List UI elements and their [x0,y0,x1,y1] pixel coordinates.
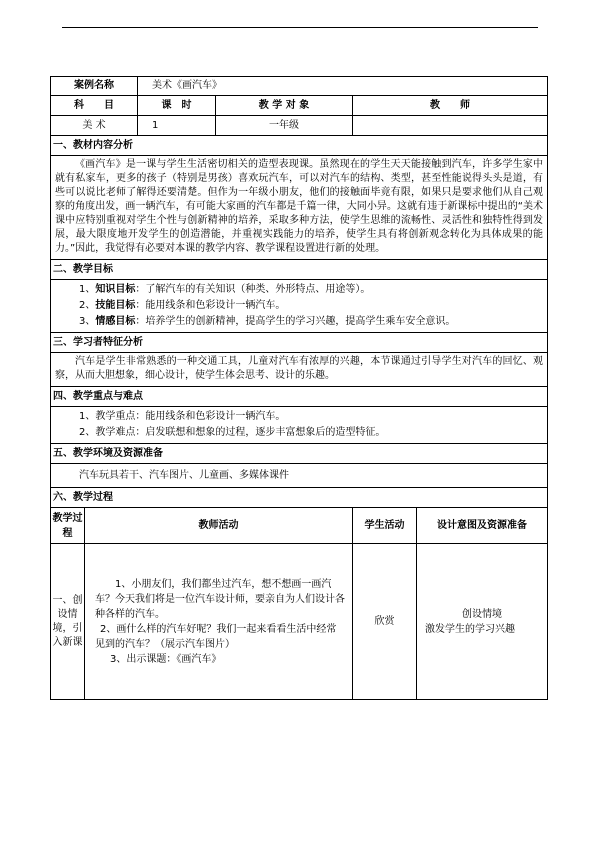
key-point-item: 1、教学重点：能用线条和色彩设计一辆汽车。 [79,411,286,422]
key-point-item: 2、教学难点：启发联想和想象的过程，逐步丰富想象后的造型特征。 [79,427,386,438]
teacher-value [353,116,548,136]
section-2-body-row [51,280,548,333]
section-3-title-row [51,333,548,353]
section-4-body-row [51,407,548,444]
objective-label: 情感目标 [95,316,136,327]
info-header-row [51,96,548,116]
stage-cell: 一、创设情境，引入新课 [51,544,85,700]
teacher-step: 2、画什么样的汽车好呢？我们一起来看看生活中经常见到的汽车？（展示汽车图片） [95,623,337,650]
section-6-title-row [51,488,548,508]
section-5-body-row [51,464,548,488]
header-rule [62,27,538,28]
hours-value: 1 [138,116,216,136]
section-4-title-row [51,387,548,407]
audience-value: 一年级 [216,116,353,136]
teacher-step: 3、出示课题：《画汽车》 [110,653,222,665]
lesson-plan-table [50,76,548,700]
section-5-title-row [51,444,548,464]
hours-label: 课 时 [138,96,216,116]
section-3-body-row [51,353,548,387]
info-values-row [51,116,548,136]
case-name-row [51,77,548,96]
section-1-text: 《画汽车》是一课与学生生活密切相关的造型表现课。虽然现在的学生天天能接触到汽车，许多学生家中就有私家车，更多的孩子（特别是男孩）喜欢玩汽车，可以对汽车的结构、类型，甚至性能说得头头是道，有些可以说比老师了解得还要清楚。但作为一年级小朋友，他们的接触面毕竟有限，如果只是要求他们从自己观察的角度出发，画一辆汽车，有可能大家画的汽车都是千篇一律，大同小异。这就有违于新课标中提出的“美术课中应特别重视对学生个性与创新精神的培养，采取多种方法，使学生思维的流畅性、灵活性和独特性得到发展，最大限度地开发学生的创造潜能，并重视实践能力的培养，使学生具有将创新观念转化为具体成果的能力。”因此，我觉得有必要对本课的教学内容、教学课程设置进行新的处理。 [55,159,544,254]
section-1-title: 一、教材内容分析 [51,136,548,156]
teacher-activity-header: 教师活动 [85,508,353,544]
process-row [51,544,548,700]
objective-item: 2、技能目标：能用线条和色彩设计一辆汽车。 [79,300,286,311]
case-name-label: 案例名称 [51,77,138,96]
section-3-title: 三、学习者特征分析 [51,333,548,353]
audience-label: 教 学 对 象 [216,96,353,116]
student-activity-cell: 欣赏 [353,544,417,700]
section-6-title: 六、教学过程 [51,488,548,508]
case-name-value: 美术《画汽车》 [138,77,548,96]
objective-item: 3、情感目标：培养学生的创新精神，提高学生的学习兴趣，提高学生乘车安全意识。 [79,316,456,327]
teacher-step: 1、小朋友们，我们都坐过汽车，想不想画一画汽车？今天我们将是一位汽车设计师，要亲自为人们设计各种各样的汽车。 [95,578,345,620]
design-intent-header: 设计意图及资源准备 [417,508,548,544]
section-5-text: 汽车玩具若干、汽车图片、儿童画、多媒体课件 [51,464,548,488]
process-header-row [51,508,548,544]
objective-label: 知识目标 [95,284,136,295]
objective-label: 技能目标 [95,300,136,311]
stage-header: 教学过程 [51,508,85,544]
design-intent-line: 创设情境 [462,608,503,620]
objective-item: 1、知识目标：了解汽车的有关知识（种类、外形特点、用途等）。 [79,284,371,295]
section-1-body-row [51,156,548,260]
section-4-title: 四、教学重点与难点 [51,387,548,407]
section-2-title: 二、教学目标 [51,260,548,280]
student-activity-header: 学生活动 [353,508,417,544]
section-3-text: 汽车是学生非常熟悉的一种交通工具，儿童对汽车有浓厚的兴趣，本节课通过引导学生对汽车的回忆、观察，从而大胆想象，细心设计，使学生体会思考、设计的乐趣。 [55,356,544,381]
subject-value: 美 术 [51,116,138,136]
design-intent-line: 激发学生的学习兴趣 [425,623,515,635]
section-2-title-row [51,260,548,280]
section-5-title: 五、教学环境及资源准备 [51,444,548,464]
subject-label: 科 目 [51,96,138,116]
teacher-label: 教 师 [353,96,548,116]
section-1-title-row [51,136,548,156]
